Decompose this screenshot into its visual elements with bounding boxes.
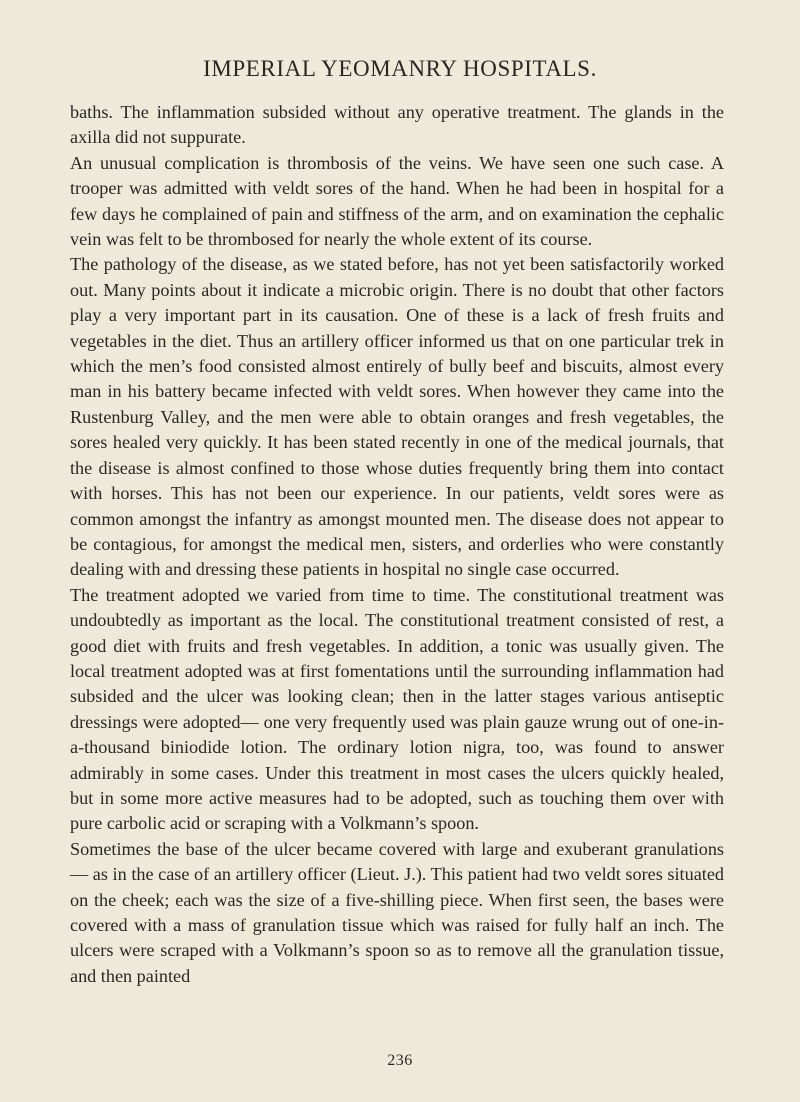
- body-text: [70, 100, 724, 989]
- running-head: IMPERIAL YEOMANRY HOSPITALS.: [203, 56, 597, 81]
- paragraph: An unusual complication is thrombosis of the veins. We have seen one such case. A trooper was admitted with veldt sores of the hand. When he had been in hospital for a few days he complained of pain and stiffness of the arm, and on examination the cephalic vein was felt to be thrombosed for nearly the whole extent of its course.: [70, 152, 724, 250]
- paragraph: Sometimes the base of the ulcer became covered with large and exuberant granulations — as in the case of an artillery officer (Lieut. J.). This patient had two veldt sores situated on the cheek; each was the size of a five-shilling piece. When first seen, the bases were covered with a mass of granulation tissue which was raised for fully half an inch. The ulcers were scraped with a Volkmann’s spoon so as to remove all the granulation tissue, and then painted: [70, 838, 724, 986]
- paragraph: baths. The inflammation subsided without any operative treatment. The glands in the axilla did not suppurate.: [70, 102, 724, 148]
- paragraph: The pathology of the disease, as we stated before, has not yet been satisfactorily worked out. Many points about it indicate a microbic origin. There is no doubt that other factors play a very important part in its causation. One of these is a lack of fresh fruits and vegetables in the diet. Thus an artillery officer informed us that on one particular trek in which the men’s food consisted almost entirely of bully beef and biscuits, almost every man in his battery became infected with veldt sores. When however they came into the Rustenburg Valley, and the men were able to obtain oranges and fresh vegetables, the sores healed very quickly. It has been stated recently in one of the medical journals, that the disease is almost confined to those whose duties frequently bring them into contact with horses. This has not been our experience. In our patients, veldt sores were as common amongst the infantry as amongst mounted men. The disease does not appear to be contagious, for amongst the medical men, sisters, and orderlies who were constantly dealing with and dressing these patients in hospital no single case occurred.: [70, 254, 724, 580]
- paragraph: The treatment adopted we varied from time to time. The constitutional treatment was undoubtedly as important as the local. The constitutional treatment consisted of rest, a good diet with fruits and fresh vegetables. In addition, a tonic was usually given. The local treatment adopted was at first fomentations until the surrounding inflammation had subsided and the ulcer was looking clean; then in the latter stages various antiseptic dressings were adopted— one very frequently used was plain gauze wrung out of one-in-a-thousand biniodide lotion. The ordinary lotion nigra, too, was found to answer admirably in some cases. Under this treatment in most cases the ulcers quickly healed, but in some more active measures had to be adopted, such as touching them over with pure carbolic acid or scraping with a Volkmann’s spoon.: [70, 584, 724, 834]
- page-number: 236: [387, 1052, 413, 1069]
